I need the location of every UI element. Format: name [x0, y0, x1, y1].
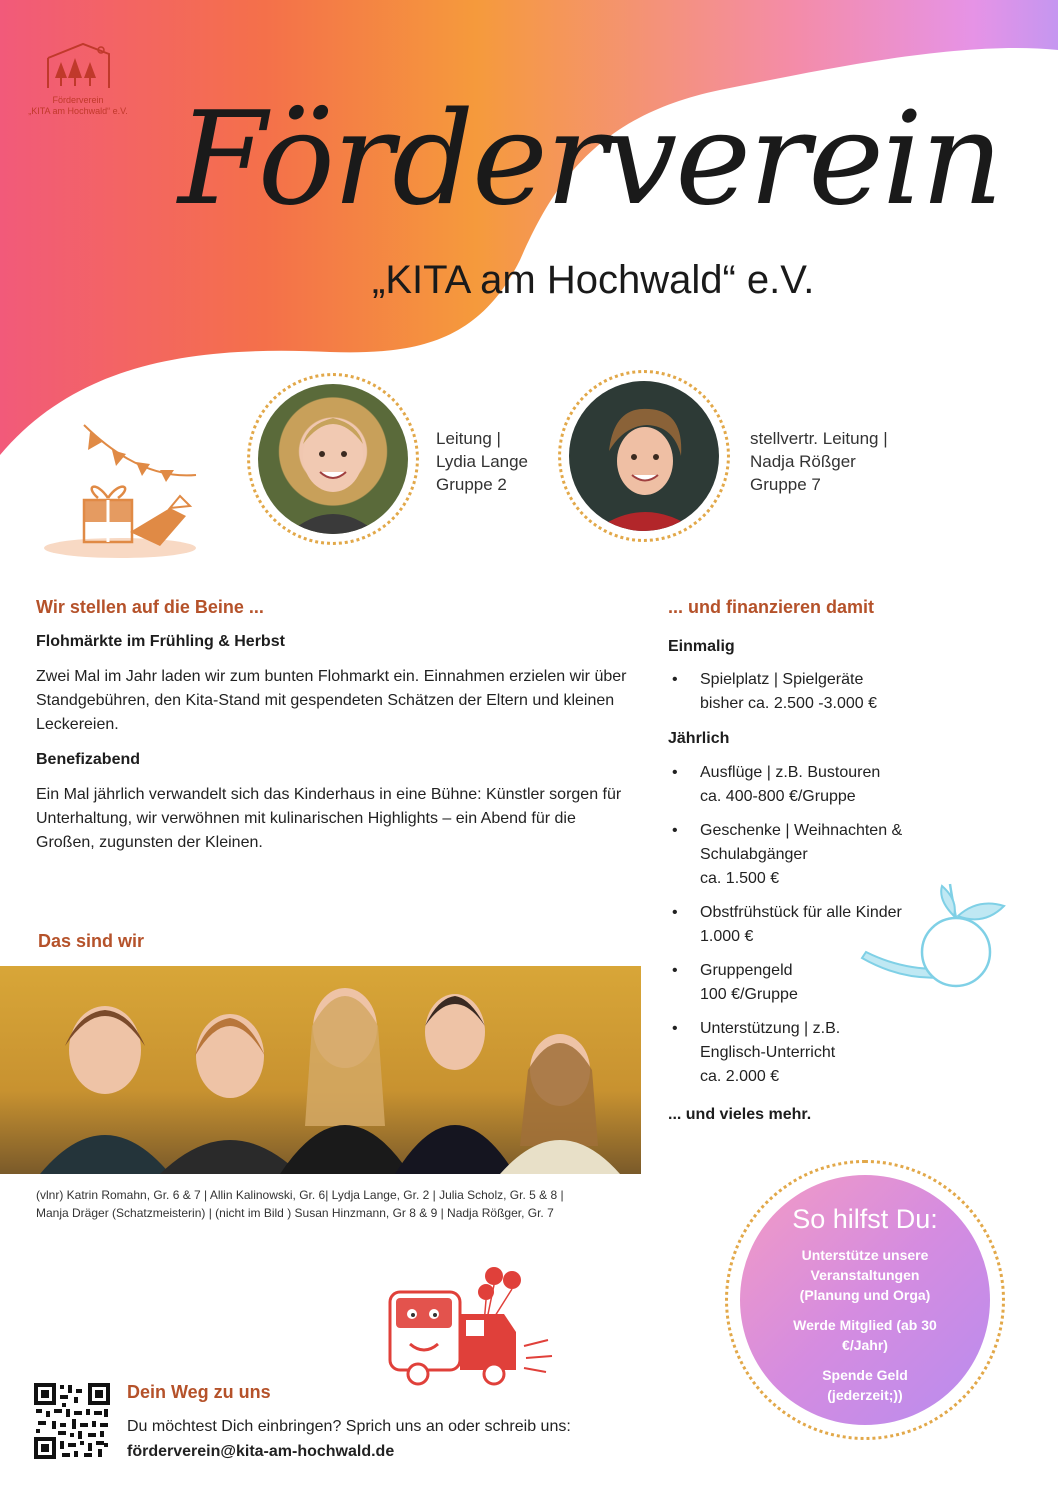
page-subtitle: „KITA am Hochwald“ e.V. [372, 258, 815, 302]
section-text-benefizabend: Ein Mal jährlich verwandelt sich das Kinderhaus in eine Bühne: Künstler sorgen für Unterhaltung, wir verwöhnen mit kulinarischen Highlights – ein Abend für die Großen, zugunsten der Kleinen. [36, 786, 622, 851]
header-gradient-wave [0, 0, 1058, 470]
contact-heading: Dein Weg zu uns [127, 1382, 271, 1402]
left-heading: Wir stellen auf die Beine ... [36, 597, 264, 617]
person-face-icon [258, 384, 408, 534]
person-group-2: Gruppe 7 [750, 475, 821, 494]
person-name-1: Lydia Lange [436, 452, 529, 471]
person-face-icon [569, 381, 719, 531]
team-photo [0, 966, 641, 1174]
page-title: Förderverein [178, 85, 1002, 234]
help-item-2: Werde Mitglied (ab 30 €/Jahr) [793, 1317, 937, 1353]
list-item: • Spielplatz | Spielgeräte bisher ca. 2.500 -3.000 € [668, 668, 948, 716]
logo [28, 40, 148, 120]
section-text-flohmaerkte: Zwei Mal im Jahr laden wir zum bunten Flohmarkt ein. Einnahmen erzielen wir über Standgebühren, den Kita-Stand mit gespendeten Schätzen der Eltern und kleinen Leckereien. [36, 668, 627, 733]
yearly-title: Jährlich [668, 730, 730, 747]
fruit-apple-banana-icon [858, 878, 1018, 998]
list-item: • Gruppengeld 100 €/Gruppe [668, 959, 958, 1007]
person-group-1: Gruppe 2 [436, 475, 507, 494]
person-name-2: Nadja Rößger [750, 452, 856, 471]
portrait-nadja-roessger [569, 381, 719, 531]
help-circle [740, 1175, 990, 1425]
portrait-lydia-lange [258, 384, 408, 534]
team-heading: Das sind wir [38, 931, 145, 951]
help-item-1: Unterstütze unsere Veranstaltungen (Planung und Orga) [799, 1247, 931, 1303]
person-role-1: Leitung | [436, 429, 501, 448]
logo-line-1: Förderverein [52, 95, 104, 105]
team-caption [36, 1186, 646, 1222]
once-title: Einmalig [668, 638, 735, 655]
gift-bunting-icon [40, 420, 200, 560]
list-item: • Unterstützung | z.B. Englisch-Unterricht ca. 2.000 € [668, 1017, 958, 1089]
team-caption-line-2: Manja Dräger (Schatzmeisterin) | (nicht im Bild ) Susan Hinzmann, Gr 8 & 9 | Nadja Rößger, Gr. 7 [36, 1206, 554, 1220]
help-item-3: Spende Geld (jederzeit;)) [822, 1367, 908, 1403]
team-caption-line-1: (vlnr) Katrin Romahn, Gr. 6 & 7 | Allin Kalinowski, Gr. 6| Lydja Lange, Gr. 2 | Julia Scholz, Gr. 5 & 8 | [36, 1188, 564, 1202]
section-title-flohmaerkte: Flohmärkte im Frühling & Herbst [36, 633, 285, 650]
logo-house-trees-icon [43, 40, 113, 90]
person-role-2: stellvertr. Leitung | [750, 429, 888, 448]
section-title-benefizabend: Benefizabend [36, 751, 141, 768]
once-list [668, 668, 948, 726]
logo-line-2: „KITA am Hochwald“ e.V. [28, 106, 128, 116]
list-item: • Obstfrühstück für alle Kinder 1.000 € [668, 901, 958, 949]
qr-code[interactable] [34, 1383, 110, 1459]
help-title: So hilfst Du: [792, 1204, 938, 1234]
bus-balloons-icon [386, 1262, 556, 1390]
list-item: • Ausflüge | z.B. Bustouren ca. 400-800 €/Gruppe [668, 761, 958, 809]
more-text: ... und vieles mehr. [668, 1106, 812, 1123]
list-item: • Geschenke | Weihnachten & Schulabgänger ca. 1.500 € [668, 819, 958, 891]
person-info-2 [750, 427, 888, 496]
person-info-1 [436, 427, 528, 496]
right-heading: ... und finanzieren damit [668, 597, 875, 617]
contact-email-link[interactable]: förderverein@kita-am-hochwald.de [127, 1443, 395, 1460]
team-people-illustration [0, 966, 641, 1174]
contact-text: Du möchtest Dich einbringen? Sprich uns an oder schreib uns: [127, 1418, 571, 1435]
